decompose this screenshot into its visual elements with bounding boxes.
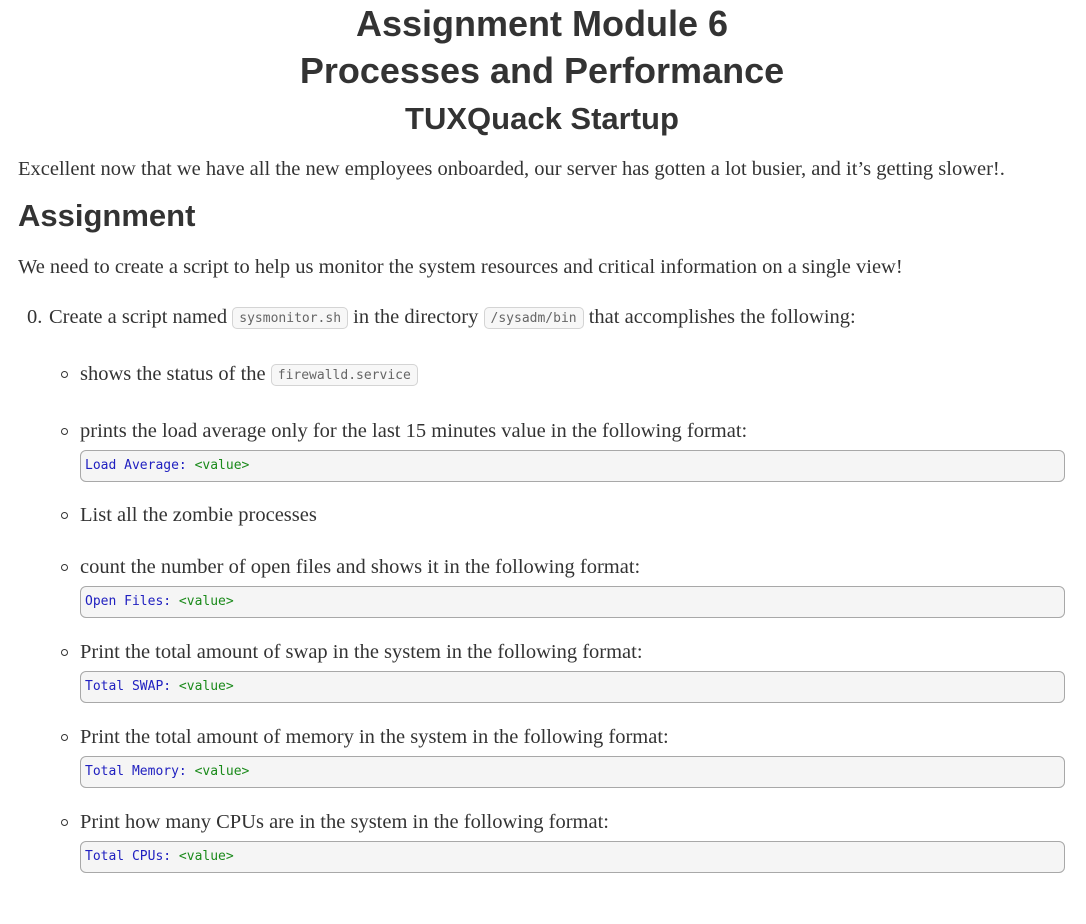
subtask-open-files [49, 553, 1066, 618]
subtask-firewall-status [49, 360, 1066, 390]
bullet-icon [61, 734, 68, 741]
subtask-total-cpus [49, 808, 1066, 873]
bullet-icon [61, 649, 68, 656]
task-number: 0. [27, 306, 43, 328]
bullet-icon [61, 371, 68, 378]
firewalld-service-code: firewalld.service [271, 364, 418, 386]
code-label: Load Average: [85, 458, 187, 473]
assignment-lead: We need to create a script to help us monitor the system resources and critical information on a single view! [18, 256, 903, 278]
task-text-after: that accomplishes the following: [588, 306, 856, 328]
bullet-icon [61, 564, 68, 571]
code-value: <value> [194, 764, 250, 779]
page-subtitle: TUXQuack Startup [405, 101, 679, 136]
code-value: <value> [178, 849, 234, 864]
task-list [18, 303, 1066, 873]
total-memory-code-block [80, 756, 1065, 788]
subtask-load-average [49, 417, 1066, 482]
code-value: <value> [178, 679, 234, 694]
intro-paragraph: Excellent now that we have all the new employees onboarded, our server has gotten a lot busier, and it’s getting slower!. [18, 158, 1005, 180]
task-text-before: Create a script named [49, 306, 228, 328]
subtask-text: Print the total amount of swap in the system in the following format: [80, 641, 643, 663]
code-value: <value> [178, 594, 234, 609]
code-label: Open Files: [85, 594, 172, 609]
page-title-line-1: Assignment Module 6 [355, 3, 729, 44]
subtask-total-memory [49, 723, 1066, 788]
subtask-zombie-processes [49, 501, 1066, 529]
subtask-list [18, 360, 1066, 873]
code-value: <value> [194, 458, 250, 473]
script-name-code: sysmonitor.sh [232, 307, 348, 329]
bullet-icon [61, 512, 68, 519]
open-files-code-block [80, 586, 1065, 618]
subtask-total-swap [49, 638, 1066, 703]
assignment-heading: Assignment [18, 198, 196, 233]
subtask-text: count the number of open files and shows it in the following format: [80, 556, 641, 578]
subtask-text: Print the total amount of memory in the system in the following format: [80, 726, 669, 748]
page-title-line-2: Processes and Performance [299, 50, 785, 91]
total-swap-code-block [80, 671, 1065, 703]
code-label: Total CPUs: [85, 849, 172, 864]
subtask-text: Print how many CPUs are in the system in the following format: [80, 811, 609, 833]
code-label: Total Memory: [85, 764, 187, 779]
task-text-middle: in the directory [353, 306, 479, 328]
task-item [18, 303, 1066, 873]
subtask-text: List all the zombie processes [80, 504, 317, 526]
total-cpus-code-block [80, 841, 1065, 873]
subtask-text: prints the load average only for the last 15 minutes value in the following format: [80, 420, 748, 442]
code-label: Total SWAP: [85, 679, 172, 694]
bullet-icon [61, 819, 68, 826]
bullet-icon [61, 428, 68, 435]
directory-code: /sysadm/bin [484, 307, 584, 329]
load-average-code-block [80, 450, 1065, 482]
subtask-text: shows the status of the [80, 363, 266, 385]
